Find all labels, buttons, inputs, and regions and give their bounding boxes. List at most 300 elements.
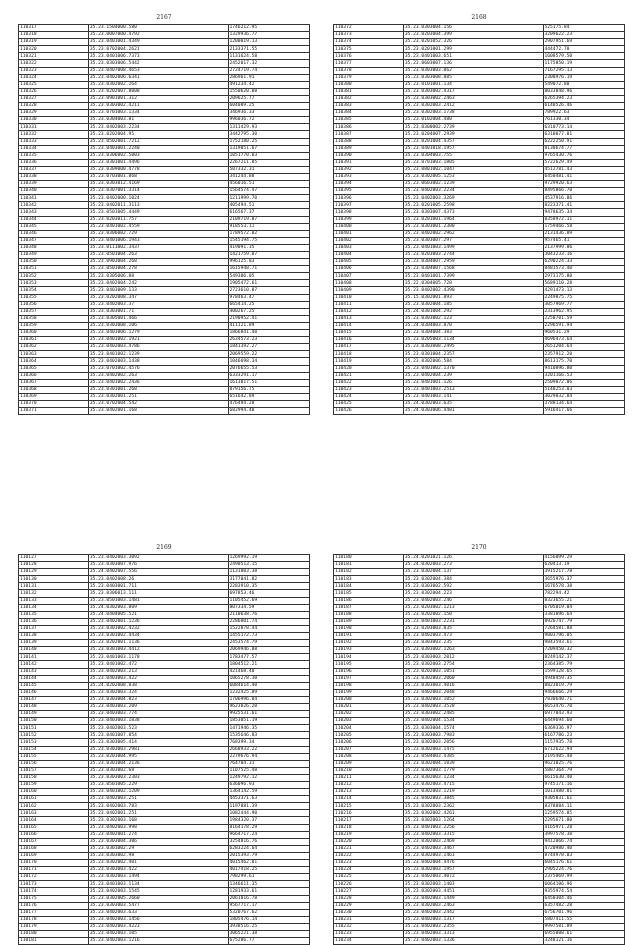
record-id-cell: 110419 bbox=[334, 358, 404, 365]
record-id-cell: 110371 bbox=[19, 408, 89, 415]
account-code-cell: 35.23.0303004.306 bbox=[88, 838, 228, 845]
table-row bbox=[19, 696, 310, 703]
table-row bbox=[334, 711, 625, 718]
table-row bbox=[19, 817, 310, 824]
amount-cell: 697853.46 bbox=[228, 590, 310, 597]
account-code-cell: 35.23.0402004.1534 bbox=[403, 718, 543, 725]
table-row bbox=[19, 301, 310, 308]
amount-cell: 4537916.86 bbox=[543, 195, 625, 202]
record-id-cell: 110182 bbox=[334, 569, 404, 576]
record-id-cell: 110177 bbox=[19, 909, 89, 916]
record-id-cell: 110142 bbox=[19, 661, 89, 668]
record-id-cell: 110335 bbox=[19, 152, 89, 159]
record-id-cell: 110380 bbox=[334, 81, 404, 88]
amount-cell: 1759466.58 bbox=[543, 223, 625, 230]
table-row bbox=[19, 145, 310, 152]
table-row bbox=[19, 372, 310, 379]
table-row bbox=[334, 60, 625, 67]
table-row bbox=[334, 831, 625, 838]
account-code-cell: 35.23.0402003.473 bbox=[403, 633, 543, 640]
record-id-cell: 110395 bbox=[334, 188, 404, 195]
record-id-cell: 110408 bbox=[334, 280, 404, 287]
amount-cell: 6064106.96 bbox=[543, 881, 625, 888]
record-id-cell: 110367 bbox=[19, 379, 89, 386]
account-code-cell: 35.23.0309000.4778 bbox=[88, 166, 228, 173]
record-id-cell: 110357 bbox=[19, 308, 89, 315]
table-row bbox=[334, 902, 625, 909]
account-code-cell: 35.23.0302003.2463 bbox=[403, 902, 543, 909]
account-code-cell: 35.23.0303003.235 bbox=[403, 640, 543, 647]
table-row bbox=[19, 782, 310, 789]
record-id-cell: 110370 bbox=[19, 400, 89, 407]
table-row bbox=[334, 852, 625, 859]
record-id-cell: 110381 bbox=[334, 88, 404, 95]
amount-cell: 549072.80 bbox=[543, 81, 625, 88]
account-code-cell: 35.23.0402003.1317 bbox=[403, 916, 543, 923]
amount-cell: 6140526.46 bbox=[543, 103, 625, 110]
table-row bbox=[334, 81, 625, 88]
record-id-cell: 110323 bbox=[19, 67, 89, 74]
account-code-cell: 35.23.0401003.1134 bbox=[88, 881, 228, 888]
record-id-cell: 110231 bbox=[334, 916, 404, 923]
table-row bbox=[334, 803, 625, 810]
record-id-cell: 110173 bbox=[19, 881, 89, 888]
table-row bbox=[334, 774, 625, 781]
table-row bbox=[334, 152, 625, 159]
amount-cell: 1905472.61 bbox=[228, 280, 310, 287]
account-code-cell: 35.23.0202003.1051 bbox=[403, 668, 543, 675]
record-id-cell: 110202 bbox=[334, 711, 404, 718]
record-id-cell: 110393 bbox=[334, 173, 404, 180]
table-row bbox=[334, 923, 625, 930]
table-row bbox=[19, 46, 310, 53]
amount-cell: 978463.47 bbox=[228, 294, 310, 301]
record-id-cell: 110416 bbox=[334, 337, 404, 344]
amount-cell: 1013480.01 bbox=[543, 789, 625, 796]
record-id-cell: 110348 bbox=[19, 244, 89, 251]
account-code-cell: 35.23.0303007.4373 bbox=[403, 209, 543, 216]
amount-cell: 5148253.03 bbox=[543, 386, 625, 393]
record-id-cell: 110187 bbox=[334, 604, 404, 611]
amount-cell: 1455172.73 bbox=[228, 633, 310, 640]
table-row bbox=[19, 725, 310, 732]
table-row bbox=[19, 668, 310, 675]
table-row bbox=[19, 294, 310, 301]
amount-cell: 1615948.71 bbox=[228, 266, 310, 273]
table-row bbox=[334, 351, 625, 358]
table-row bbox=[19, 181, 310, 188]
account-code-cell: 35.23.0703001.868 bbox=[88, 173, 228, 180]
table-row bbox=[334, 301, 625, 308]
record-id-cell: 110222 bbox=[334, 852, 404, 859]
amount-cell: 4291473.13 bbox=[543, 287, 625, 294]
amount-cell: 7209450.32 bbox=[543, 647, 625, 654]
amount-cell: 4165971.28 bbox=[543, 824, 625, 831]
table-row bbox=[334, 117, 625, 124]
record-id-cell: 110420 bbox=[334, 365, 404, 372]
table-row bbox=[334, 860, 625, 867]
account-code-cell: 35.23.0402003.2234 bbox=[88, 124, 228, 131]
record-id-cell: 110386 bbox=[334, 124, 404, 131]
table-row bbox=[334, 67, 625, 74]
account-code-cell: 35.23.0302003.1494 bbox=[88, 874, 228, 881]
data-table bbox=[333, 24, 625, 415]
table-row bbox=[19, 103, 310, 110]
record-id-cell: 110217 bbox=[334, 817, 404, 824]
table-row bbox=[334, 668, 625, 675]
amount-cell: 3209622.23 bbox=[543, 32, 625, 39]
record-id-cell: 110141 bbox=[19, 654, 89, 661]
record-id-cell: 110385 bbox=[334, 117, 404, 124]
table-row bbox=[334, 408, 625, 415]
table-row bbox=[19, 337, 310, 344]
amount-cell: 8378884.11 bbox=[543, 803, 625, 810]
amount-cell: 9412066.74 bbox=[543, 838, 625, 845]
record-id-cell: 110226 bbox=[334, 881, 404, 888]
table-row bbox=[334, 682, 625, 689]
record-id-cell: 110342 bbox=[19, 202, 89, 209]
record-id-cell: 110133 bbox=[19, 597, 89, 604]
account-code-cell: 35.23.0402004.239 bbox=[403, 372, 543, 379]
account-code-cell: 35.23.0306002.729 bbox=[88, 230, 228, 237]
account-code-cell: 35.23.0402003.3528 bbox=[403, 703, 543, 710]
table-row bbox=[334, 916, 625, 923]
account-code-cell: 35.23.0402003.3092 bbox=[88, 555, 228, 562]
record-id-cell: 110171 bbox=[19, 867, 89, 874]
account-code-cell: 35.23.0303002.4317 bbox=[403, 88, 543, 95]
amount-cell: 651642.89 bbox=[228, 393, 310, 400]
amount-cell: 286961.91 bbox=[228, 74, 310, 81]
amount-cell: 2279676.94 bbox=[228, 753, 310, 760]
amount-cell: 3029832.84 bbox=[543, 393, 625, 400]
table-row bbox=[334, 888, 625, 895]
record-id-cell: 110425 bbox=[334, 400, 404, 407]
record-id-cell: 110181 bbox=[334, 562, 404, 569]
amount-cell: 3915217.78 bbox=[543, 569, 625, 576]
amount-cell: 1131624.58 bbox=[228, 53, 310, 60]
account-code-cell: 35.23.0603002.1239 bbox=[403, 181, 543, 188]
table-row bbox=[19, 569, 310, 576]
page-number: 2169 bbox=[156, 544, 172, 551]
table-row bbox=[19, 647, 310, 654]
table-row bbox=[19, 259, 310, 266]
record-id-cell: 110151 bbox=[19, 725, 89, 732]
table-row bbox=[334, 181, 625, 188]
account-code-cell: 35.23.0402004.242 bbox=[88, 280, 228, 287]
table-row bbox=[334, 562, 625, 569]
table-row bbox=[334, 173, 625, 180]
account-code-cell: 35.24.0304003.870 bbox=[403, 322, 543, 329]
account-code-cell: 35.23.0204007.2939 bbox=[403, 131, 543, 138]
table-row bbox=[334, 386, 625, 393]
amount-cell: 9305831.61 bbox=[543, 796, 625, 803]
amount-cell: 1197881.39 bbox=[228, 803, 310, 810]
account-code-cell: 35.23.0203004.399 bbox=[403, 32, 543, 39]
table-row bbox=[19, 223, 310, 230]
record-id-cell: 110180 bbox=[19, 930, 89, 937]
account-code-cell: 35.23.0402004.4476 bbox=[403, 860, 543, 867]
record-id-cell: 110203 bbox=[334, 718, 404, 725]
amount-cell: 9478635.34 bbox=[543, 209, 625, 216]
account-code-cell: 35.23.0402001.274 bbox=[88, 831, 228, 838]
account-code-cell: 35.23.0901001.312 bbox=[88, 95, 228, 102]
record-id-cell: 110328 bbox=[19, 103, 89, 110]
amount-cell: 1984320.37 bbox=[228, 817, 310, 824]
amount-cell: 3442795.30 bbox=[228, 131, 310, 138]
record-id-cell: 110228 bbox=[334, 895, 404, 902]
account-code-cell: 35.23.0401002.4559 bbox=[88, 223, 228, 230]
record-id-cell: 110397 bbox=[334, 202, 404, 209]
account-code-cell: 35.23.0401002.1209 bbox=[88, 789, 228, 796]
account-code-cell: 35.23.0603007.136 bbox=[403, 60, 543, 67]
record-id-cell: 110423 bbox=[334, 386, 404, 393]
record-id-cell: 110376 bbox=[334, 53, 404, 60]
amount-cell: 1550620.08 bbox=[228, 88, 310, 95]
account-code-cell: 35.23.0402003.1336 bbox=[403, 938, 543, 945]
table-row bbox=[334, 590, 625, 597]
record-id-cell: 110193 bbox=[334, 647, 404, 654]
table-row bbox=[19, 202, 310, 209]
account-code-cell: 35.23.0304004.383 bbox=[403, 330, 543, 337]
record-id-cell: 110223 bbox=[334, 860, 404, 867]
amount-cell: 798299.61 bbox=[228, 874, 310, 881]
record-id-cell: 110321 bbox=[19, 53, 89, 60]
account-code-cell: 35.23.0402003.783 bbox=[88, 803, 228, 810]
record-id-cell: 110230 bbox=[334, 909, 404, 916]
account-code-cell: 35.23.0202008.347 bbox=[88, 294, 228, 301]
table-row bbox=[19, 230, 310, 237]
amount-cell: 5722629.49 bbox=[543, 159, 625, 166]
amount-cell: 9925531.61 bbox=[228, 711, 310, 718]
amount-cell: 1522878.44 bbox=[228, 625, 310, 632]
account-code-cell: 35.23.0304003.81 bbox=[88, 117, 228, 124]
record-id-cell: 110412 bbox=[334, 308, 404, 315]
table-row bbox=[19, 604, 310, 611]
account-code-cell: 35.23.0302002.401 bbox=[88, 860, 228, 867]
amount-cell: 1866841.48 bbox=[228, 330, 310, 337]
amount-cell: 1269992.19 bbox=[228, 555, 310, 562]
table-row bbox=[19, 640, 310, 647]
account-code-cell: 35.23.0402003.4072 bbox=[403, 874, 543, 881]
account-code-cell: 35.23.0401006.1943 bbox=[88, 237, 228, 244]
record-id-cell: 110161 bbox=[19, 796, 89, 803]
account-code-cell: 35.23.0401006.1279 bbox=[88, 330, 228, 337]
table-row bbox=[19, 252, 310, 259]
amount-cell: 341244.88 bbox=[228, 173, 310, 180]
table-row bbox=[334, 817, 625, 824]
account-code-cell: 35.23.0303006.5442 bbox=[88, 60, 228, 67]
amount-cell: 1789572.82 bbox=[228, 230, 310, 237]
amount-cell: 2267211.85 bbox=[228, 159, 310, 166]
amount-cell: 6449694.60 bbox=[543, 718, 625, 725]
amount-cell: 879156.75 bbox=[228, 386, 310, 393]
record-id-cell: 110154 bbox=[19, 746, 89, 753]
account-code-cell: 35.23.0303004.823 bbox=[88, 696, 228, 703]
table-row bbox=[334, 810, 625, 817]
account-code-cell: 35.23.0302003.4715 bbox=[403, 782, 543, 789]
record-id-cell: 110355 bbox=[19, 294, 89, 301]
account-code-cell: 35.23.0407008.4653 bbox=[88, 67, 228, 74]
account-code-cell: 35.23.0202001.1136 bbox=[88, 640, 228, 647]
table-row bbox=[19, 760, 310, 767]
amount-cell: 918553.11 bbox=[228, 223, 310, 230]
record-id-cell: 110220 bbox=[334, 838, 404, 845]
record-id-cell: 110152 bbox=[19, 732, 89, 739]
account-code-cell: 35.23.0303002.2463 bbox=[403, 95, 543, 102]
table-row bbox=[19, 131, 310, 138]
record-id-cell: 110165 bbox=[19, 824, 89, 831]
account-code-cell: 35.23.0402003.105 bbox=[88, 930, 228, 937]
table-row bbox=[19, 874, 310, 881]
amount-cell: 8823019.79 bbox=[543, 682, 625, 689]
table-row bbox=[19, 53, 310, 60]
table-row bbox=[19, 117, 310, 124]
amount-cell: 5689110.28 bbox=[543, 280, 625, 287]
amount-cell: 1200019.13 bbox=[228, 39, 310, 46]
account-code-cell: 35.23.0401003.141 bbox=[403, 393, 543, 400]
amount-cell: 1364142.59 bbox=[228, 789, 310, 796]
record-id-cell: 110197 bbox=[334, 675, 404, 682]
account-code-cell: 35.23.0301004.2357 bbox=[403, 351, 543, 358]
account-code-cell: 35.23.0402008.26 bbox=[88, 576, 228, 583]
amount-cell: 1783477.57 bbox=[228, 654, 310, 661]
table-row bbox=[19, 555, 310, 562]
account-code-cell: 35.23.0402003.2048 bbox=[403, 689, 543, 696]
account-code-cell: 35.23.0701003.1805 bbox=[403, 159, 543, 166]
record-id-cell: 110422 bbox=[334, 379, 404, 386]
record-id-cell: 110392 bbox=[334, 166, 404, 173]
table-row bbox=[334, 838, 625, 845]
record-id-cell: 110364 bbox=[19, 358, 89, 365]
amount-cell: 1421759.07 bbox=[228, 252, 310, 259]
record-id-cell: 110351 bbox=[19, 266, 89, 273]
record-id-cell: 110360 bbox=[19, 330, 89, 337]
account-code-cell: 35.23.0501005.229 bbox=[88, 782, 228, 789]
table-row bbox=[334, 202, 625, 209]
amount-cell: 1805476.14 bbox=[228, 916, 310, 923]
amount-cell: 444472.70 bbox=[543, 46, 625, 53]
account-code-cell: 35.23.0201001.1964 bbox=[403, 216, 543, 223]
table-row bbox=[334, 611, 625, 618]
amount-cell: 636096.93 bbox=[228, 782, 310, 789]
account-code-cell: 35.23.0402003.246 bbox=[403, 597, 543, 604]
amount-cell: 9623826.20 bbox=[228, 703, 310, 710]
table-row bbox=[19, 618, 310, 625]
table-row bbox=[334, 938, 625, 945]
account-code-cell: 35.23.0302003.1234 bbox=[403, 774, 543, 781]
table-row bbox=[334, 95, 625, 102]
amount-cell: 1249792.12 bbox=[228, 774, 310, 781]
record-id-cell: 110375 bbox=[334, 46, 404, 53]
account-code-cell: 35.23.0302003.2362 bbox=[403, 803, 543, 810]
amount-cell: 3057969.77 bbox=[543, 301, 625, 308]
table-row bbox=[19, 633, 310, 640]
record-id-cell: 110129 bbox=[19, 569, 89, 576]
amount-cell: 996125.83 bbox=[228, 259, 310, 266]
amount-cell: 6084614.40 bbox=[228, 682, 310, 689]
record-id-cell: 110175 bbox=[19, 895, 89, 902]
record-id-cell: 110326 bbox=[19, 88, 89, 95]
record-id-cell: 110366 bbox=[19, 372, 89, 379]
table-row bbox=[334, 266, 625, 273]
account-code-cell: 35.23.0402003.4223 bbox=[88, 923, 228, 930]
table-row bbox=[19, 95, 310, 102]
table-row bbox=[19, 803, 310, 810]
record-id-cell: 110207 bbox=[334, 746, 404, 753]
account-code-cell: 35.23.0302005.2660 bbox=[88, 895, 228, 902]
account-code-cell: 35.23.0303003.2981 bbox=[88, 746, 228, 753]
record-id-cell: 110166 bbox=[19, 831, 89, 838]
record-id-cell: 110338 bbox=[19, 173, 89, 180]
table-row bbox=[334, 647, 625, 654]
record-id-cell: 110188 bbox=[334, 611, 404, 618]
record-id-cell: 110344 bbox=[19, 216, 89, 223]
table-row bbox=[334, 209, 625, 216]
account-code-cell: 35.23.0303007.976 bbox=[88, 562, 228, 569]
account-code-cell: 35.23.0306002.5003 bbox=[88, 152, 228, 159]
record-id-cell: 110374 bbox=[334, 39, 404, 46]
table-row bbox=[19, 831, 310, 838]
account-code-cell: 35.23.0303004.1574 bbox=[403, 725, 543, 732]
table-row bbox=[334, 273, 625, 280]
table-row bbox=[19, 308, 310, 315]
amount-cell: 761330.34 bbox=[543, 117, 625, 124]
record-id-cell: 110339 bbox=[19, 181, 89, 188]
amount-cell: 7264581.88 bbox=[543, 625, 625, 632]
amount-cell: 682994.48 bbox=[228, 408, 310, 415]
account-code-cell: 35.23.0402003.633 bbox=[88, 909, 228, 916]
record-id-cell: 110170 bbox=[19, 860, 89, 867]
account-code-cell: 35.23.0903004.268 bbox=[88, 259, 228, 266]
account-code-cell: 35.23.0203011.757 bbox=[88, 216, 228, 223]
table-row bbox=[334, 145, 625, 152]
record-id-cell: 110388 bbox=[334, 138, 404, 145]
record-id-cell: 110195 bbox=[334, 661, 404, 668]
record-id-cell: 110213 bbox=[334, 789, 404, 796]
table-row bbox=[334, 195, 625, 202]
account-code-cell: 35.23.0303002.68 bbox=[88, 767, 228, 774]
account-code-cell: 35.23.0402001.251 bbox=[88, 810, 228, 817]
record-id-cell: 110332 bbox=[19, 131, 89, 138]
account-code-cell: 35.23.0501003.1481 bbox=[88, 597, 228, 604]
record-id-cell: 110159 bbox=[19, 782, 89, 789]
table-row bbox=[19, 351, 310, 358]
record-id-cell: 110324 bbox=[19, 74, 89, 81]
table-row bbox=[334, 32, 625, 39]
record-id-cell: 110178 bbox=[19, 916, 89, 923]
amount-cell: 7830640.71 bbox=[543, 696, 625, 703]
account-code-cell: 35.23.0007000.4792 bbox=[88, 32, 228, 39]
table-row bbox=[334, 259, 625, 266]
table-row bbox=[334, 760, 625, 767]
table-row bbox=[19, 852, 310, 859]
table-row bbox=[334, 159, 625, 166]
record-id-cell: 110418 bbox=[334, 351, 404, 358]
table-row bbox=[19, 237, 310, 244]
account-code-cell: 35.23.0302003.2469 bbox=[403, 838, 543, 845]
table-row bbox=[19, 583, 310, 590]
table-row bbox=[334, 124, 625, 131]
record-id-cell: 110234 bbox=[334, 938, 404, 945]
record-id-cell: 110318 bbox=[19, 32, 89, 39]
amount-cell: 2973175.80 bbox=[543, 273, 625, 280]
amount-cell: 8323655.21 bbox=[543, 597, 625, 604]
account-code-cell: 35.23.0303002.123 bbox=[403, 315, 543, 322]
record-id-cell: 110387 bbox=[334, 131, 404, 138]
table-row bbox=[334, 252, 625, 259]
amount-cell: 665414.25 bbox=[228, 301, 310, 308]
table-row bbox=[334, 46, 625, 53]
